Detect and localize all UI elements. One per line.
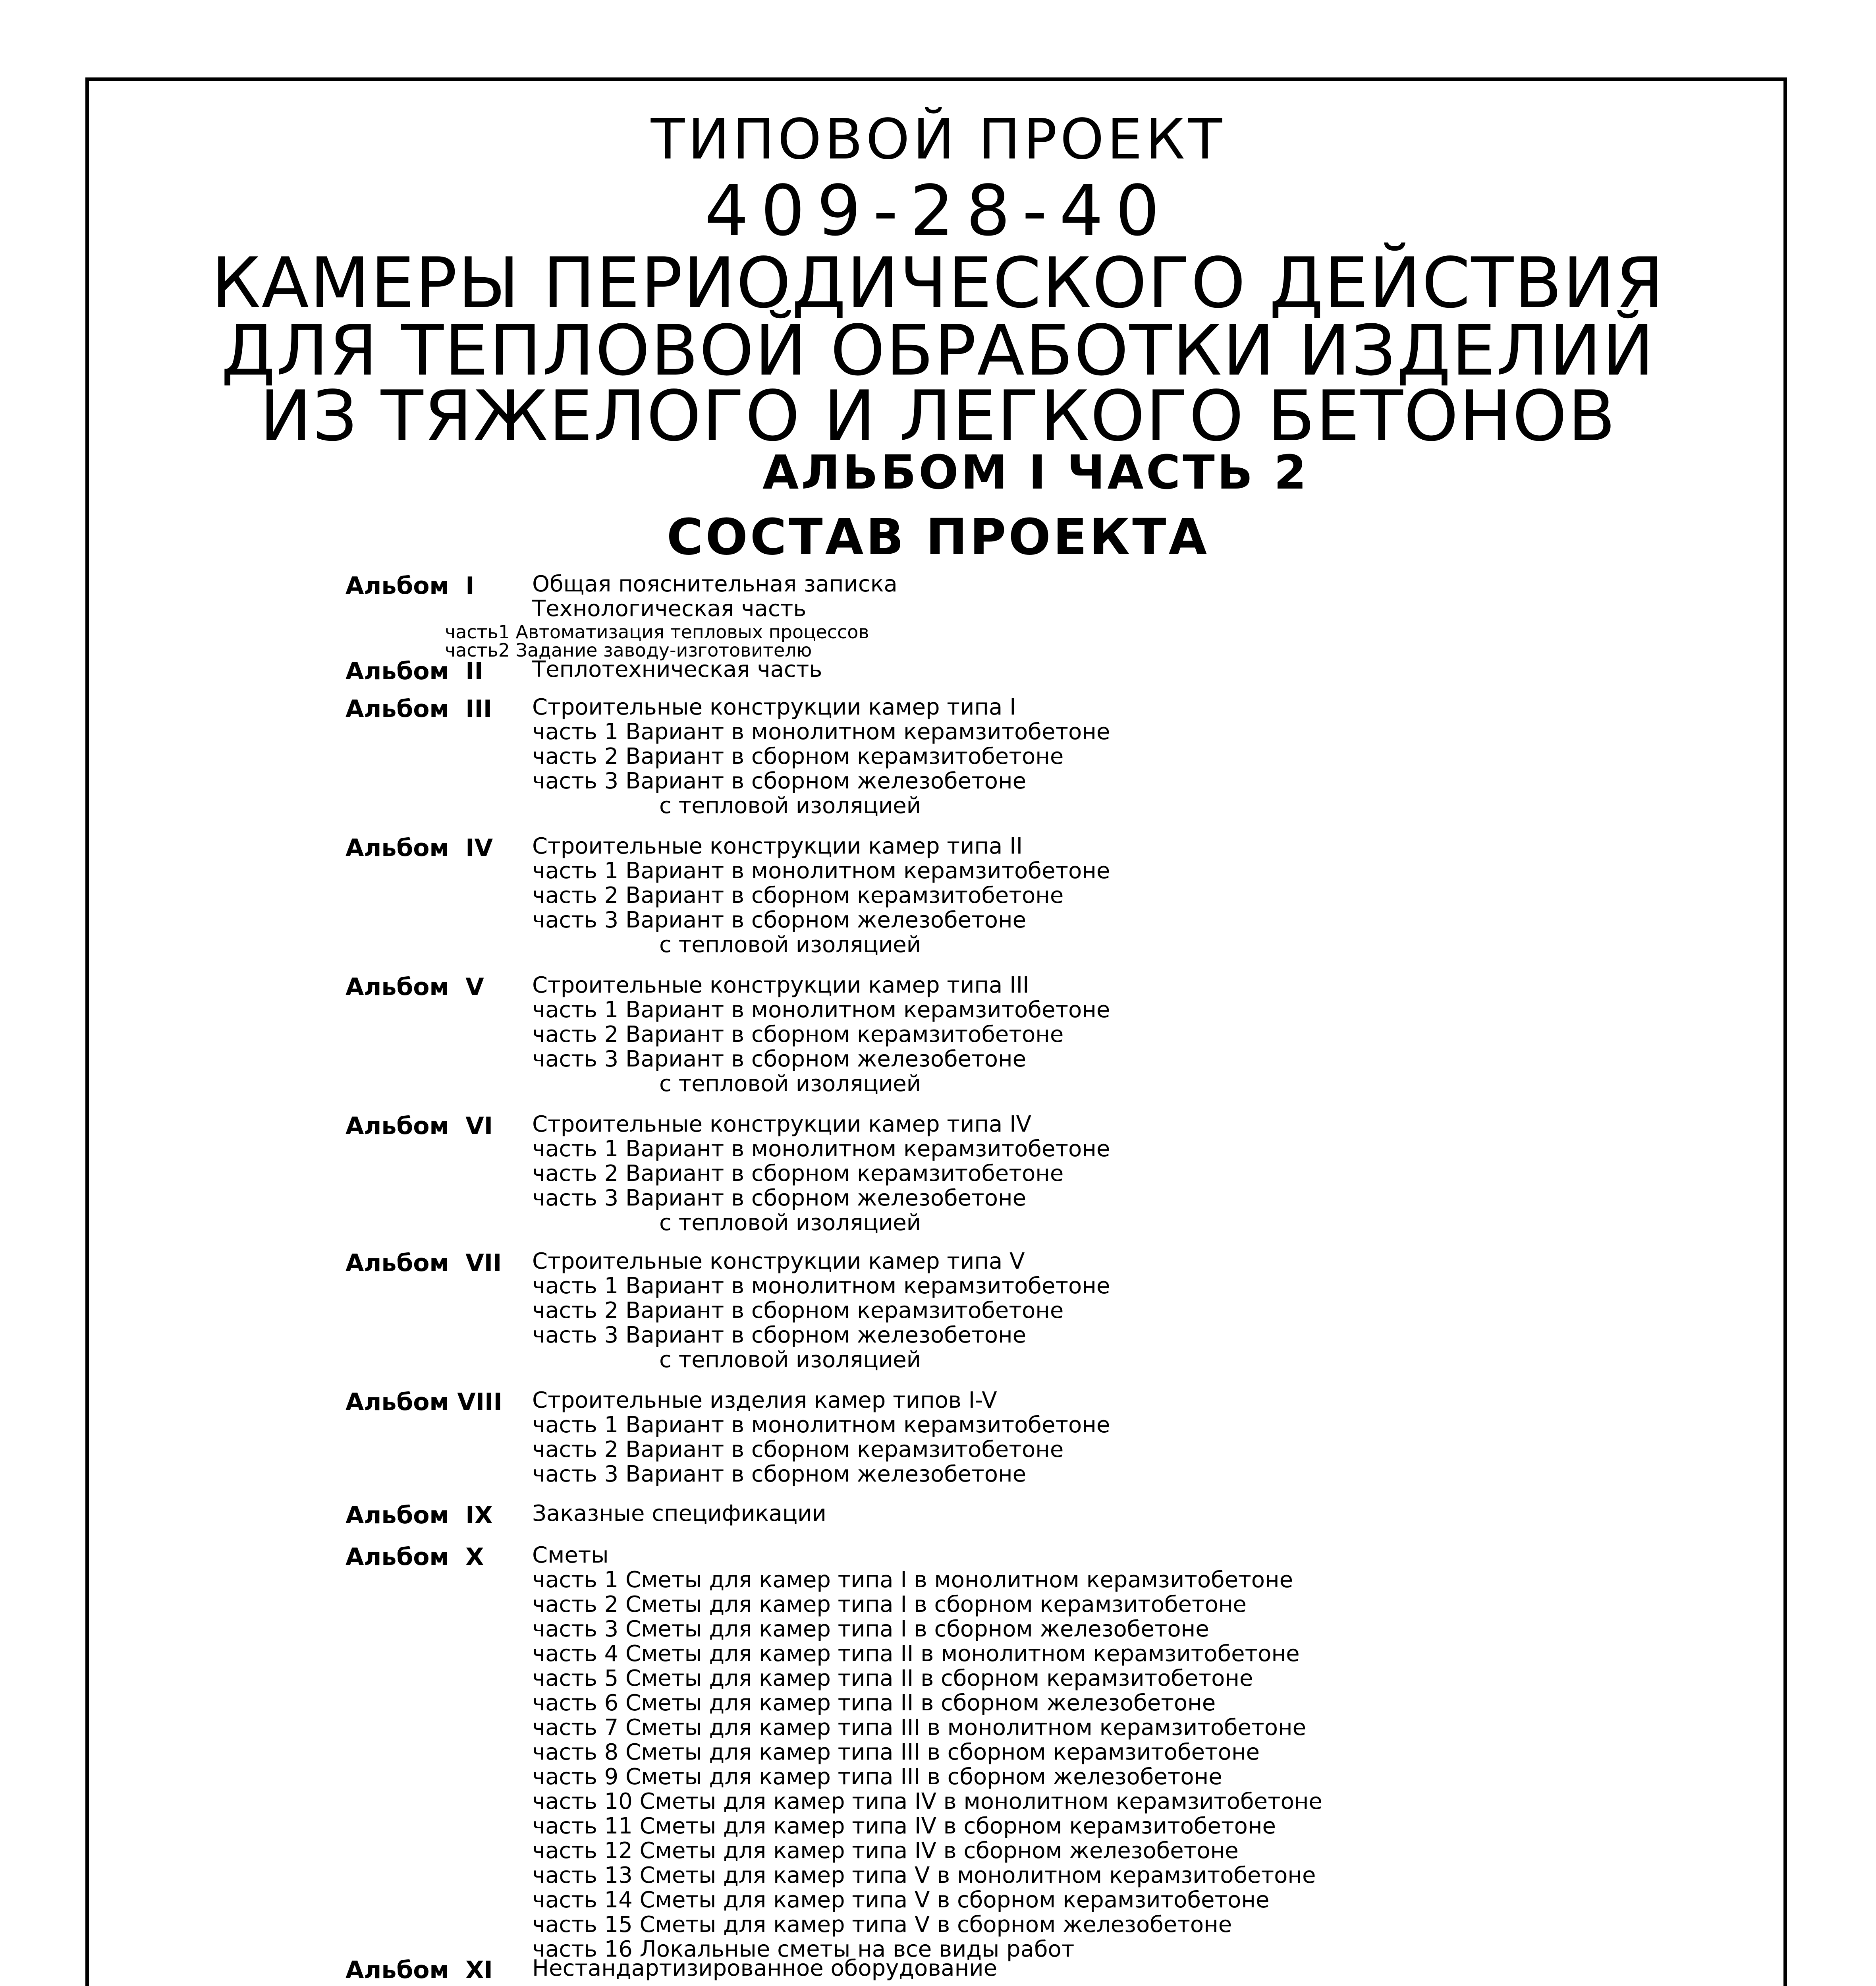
album-line: часть 2 Вариант в сборном керамзитобетоне bbox=[532, 1022, 1064, 1047]
album-line: часть 3 Вариант в сборном железобетоне bbox=[532, 1322, 1027, 1348]
album-line: часть2 Задание заводу-изготовителю bbox=[445, 639, 812, 661]
album-label: Альбом III bbox=[345, 695, 492, 723]
album-line: часть 2 Вариант в сборном керамзитобетоне bbox=[532, 1437, 1064, 1462]
album-line: часть1 Автоматизация тепловых процессов bbox=[445, 621, 869, 643]
album-label: Альбом X bbox=[345, 1543, 484, 1571]
album-line: Общая пояснительная записка bbox=[532, 571, 897, 597]
album-line: часть 2 Сметы для камер типа I в сборном керамзитобетоне bbox=[532, 1592, 1247, 1617]
album-label: Альбом VIII bbox=[345, 1388, 502, 1416]
project-type-label: ТИПОВОЙ ПРОЕКТ bbox=[650, 107, 1226, 172]
title-line-1: КАМЕРЫ ПЕРИОДИЧЕСКОГО ДЕЙСТВИЯ bbox=[211, 243, 1665, 324]
album-line: часть 2 Вариант в сборном керамзитобетоне bbox=[532, 883, 1064, 908]
album-line: часть 1 Вариант в монолитном керамзитобетоне bbox=[532, 1136, 1110, 1162]
album-line: часть 12 Сметы для камер типа IV в сборном железобетоне bbox=[532, 1838, 1239, 1864]
album-line: часть 9 Сметы для камер типа III в сборном железобетоне bbox=[532, 1764, 1222, 1790]
album-line: часть 1 Сметы для камер типа I в монолитном керамзитобетоне bbox=[532, 1567, 1293, 1593]
album-label: Альбом VI bbox=[345, 1112, 493, 1140]
album-line: часть 11 Сметы для камер типа IV в сборном керамзитобетоне bbox=[532, 1813, 1276, 1839]
album-line: Нестандартизированное оборудование bbox=[532, 1955, 998, 1981]
album-line: часть 2 Вариант в сборном керамзитобетоне bbox=[532, 1298, 1064, 1323]
album-label: Альбом VII bbox=[345, 1249, 502, 1277]
album-line: часть 8 Сметы для камер типа III в сборном керамзитобетоне bbox=[532, 1739, 1260, 1765]
album-line: часть 3 Вариант в сборном железобетоне bbox=[532, 768, 1027, 794]
album-line: Теплотехническая часть bbox=[532, 657, 822, 682]
album-label: Альбом I bbox=[345, 572, 475, 600]
album-label: Альбом II bbox=[345, 657, 483, 685]
album-line: Строительные конструкции камер типа II bbox=[532, 833, 1023, 859]
album-line: Заказные спецификации bbox=[532, 1501, 826, 1526]
album-line: Строительные конструкции камер типа V bbox=[532, 1248, 1025, 1274]
album-line: часть 5 Сметы для камер типа II в сборном керамзитобетоне bbox=[532, 1665, 1253, 1691]
title-line-3: ИЗ ТЯЖЕЛОГО И ЛЕГКОГО БЕТОНОВ bbox=[260, 376, 1616, 457]
album-part-label: АЛЬБОМ I ЧАСТЬ 2 bbox=[762, 445, 1309, 500]
album-line: с тепловой изоляцией bbox=[659, 1210, 921, 1236]
album-line: Строительные изделия камер типов I-V bbox=[532, 1387, 997, 1413]
album-line: часть 3 Вариант в сборном железобетоне bbox=[532, 1185, 1027, 1211]
album-line: часть 16 Локальные сметы на все виды работ bbox=[532, 1936, 1075, 1962]
album-line: часть 3 Вариант в сборном железобетоне bbox=[532, 1461, 1027, 1487]
album-line: часть 1 Вариант в монолитном керамзитобетоне bbox=[532, 858, 1110, 884]
album-line: Строительные конструкции камер типа IV bbox=[532, 1111, 1031, 1137]
title-line-2: ДЛЯ ТЕПЛОВОЙ ОБРАБОТКИ ИЗДЕЛИЙ bbox=[221, 311, 1655, 391]
album-line: часть 3 Вариант в сборном железобетоне bbox=[532, 1046, 1027, 1072]
project-number: 409-28-40 bbox=[704, 171, 1172, 251]
album-line: часть 6 Сметы для камер типа II в сборном железобетоне bbox=[532, 1690, 1216, 1716]
album-line: часть 1 Вариант в монолитном керамзитобетоне bbox=[532, 997, 1110, 1023]
album-line: часть 3 Сметы для камер типа I в сборном железобетоне bbox=[532, 1616, 1209, 1642]
album-line: часть 4 Сметы для камер типа II в монолитном керамзитобетоне bbox=[532, 1641, 1300, 1667]
album-line: с тепловой изоляцией bbox=[659, 1071, 921, 1097]
album-line: Строительные конструкции камер типа I bbox=[532, 694, 1016, 720]
album-line: часть 13 Сметы для камер типа V в монолитном керамзитобетоне bbox=[532, 1862, 1316, 1888]
album-line: Строительные конструкции камер типа III bbox=[532, 972, 1029, 998]
album-line: часть 1 Вариант в монолитном керамзитобетоне bbox=[532, 719, 1110, 745]
album-line: часть 3 Вариант в сборном железобетоне bbox=[532, 907, 1027, 933]
album-line: часть 14 Сметы для камер типа V в сборном керамзитобетоне bbox=[532, 1887, 1270, 1913]
album-label: Альбом IX bbox=[345, 1501, 493, 1529]
album-line: часть 10 Сметы для камер типа IV в монолитном керамзитобетоне bbox=[532, 1789, 1322, 1814]
album-line: Сметы bbox=[532, 1542, 609, 1568]
album-line: часть 15 Сметы для камер типа V в сборном железобетоне bbox=[532, 1912, 1232, 1938]
album-line: Технологическая часть bbox=[532, 596, 807, 622]
album-line: часть 2 Вариант в сборном керамзитобетоне bbox=[532, 744, 1064, 769]
album-line: часть 1 Вариант в монолитном керамзитобетоне bbox=[532, 1412, 1110, 1438]
album-line: часть 1 Вариант в монолитном керамзитобетоне bbox=[532, 1273, 1110, 1299]
album-label: Альбом V bbox=[345, 973, 484, 1001]
album-line: часть 7 Сметы для камер типа III в монолитном керамзитобетоне bbox=[532, 1715, 1307, 1741]
album-label: Альбом XI bbox=[345, 1956, 493, 1984]
album-label: Альбом IV bbox=[345, 834, 493, 862]
album-line: с тепловой изоляцией bbox=[659, 793, 921, 819]
album-line: с тепловой изоляцией bbox=[659, 932, 921, 958]
album-line: часть 2 Вариант в сборном керамзитобетоне bbox=[532, 1161, 1064, 1186]
album-line: с тепловой изоляцией bbox=[659, 1347, 921, 1373]
composition-heading: СОСТАВ ПРОЕКТА bbox=[666, 508, 1210, 566]
